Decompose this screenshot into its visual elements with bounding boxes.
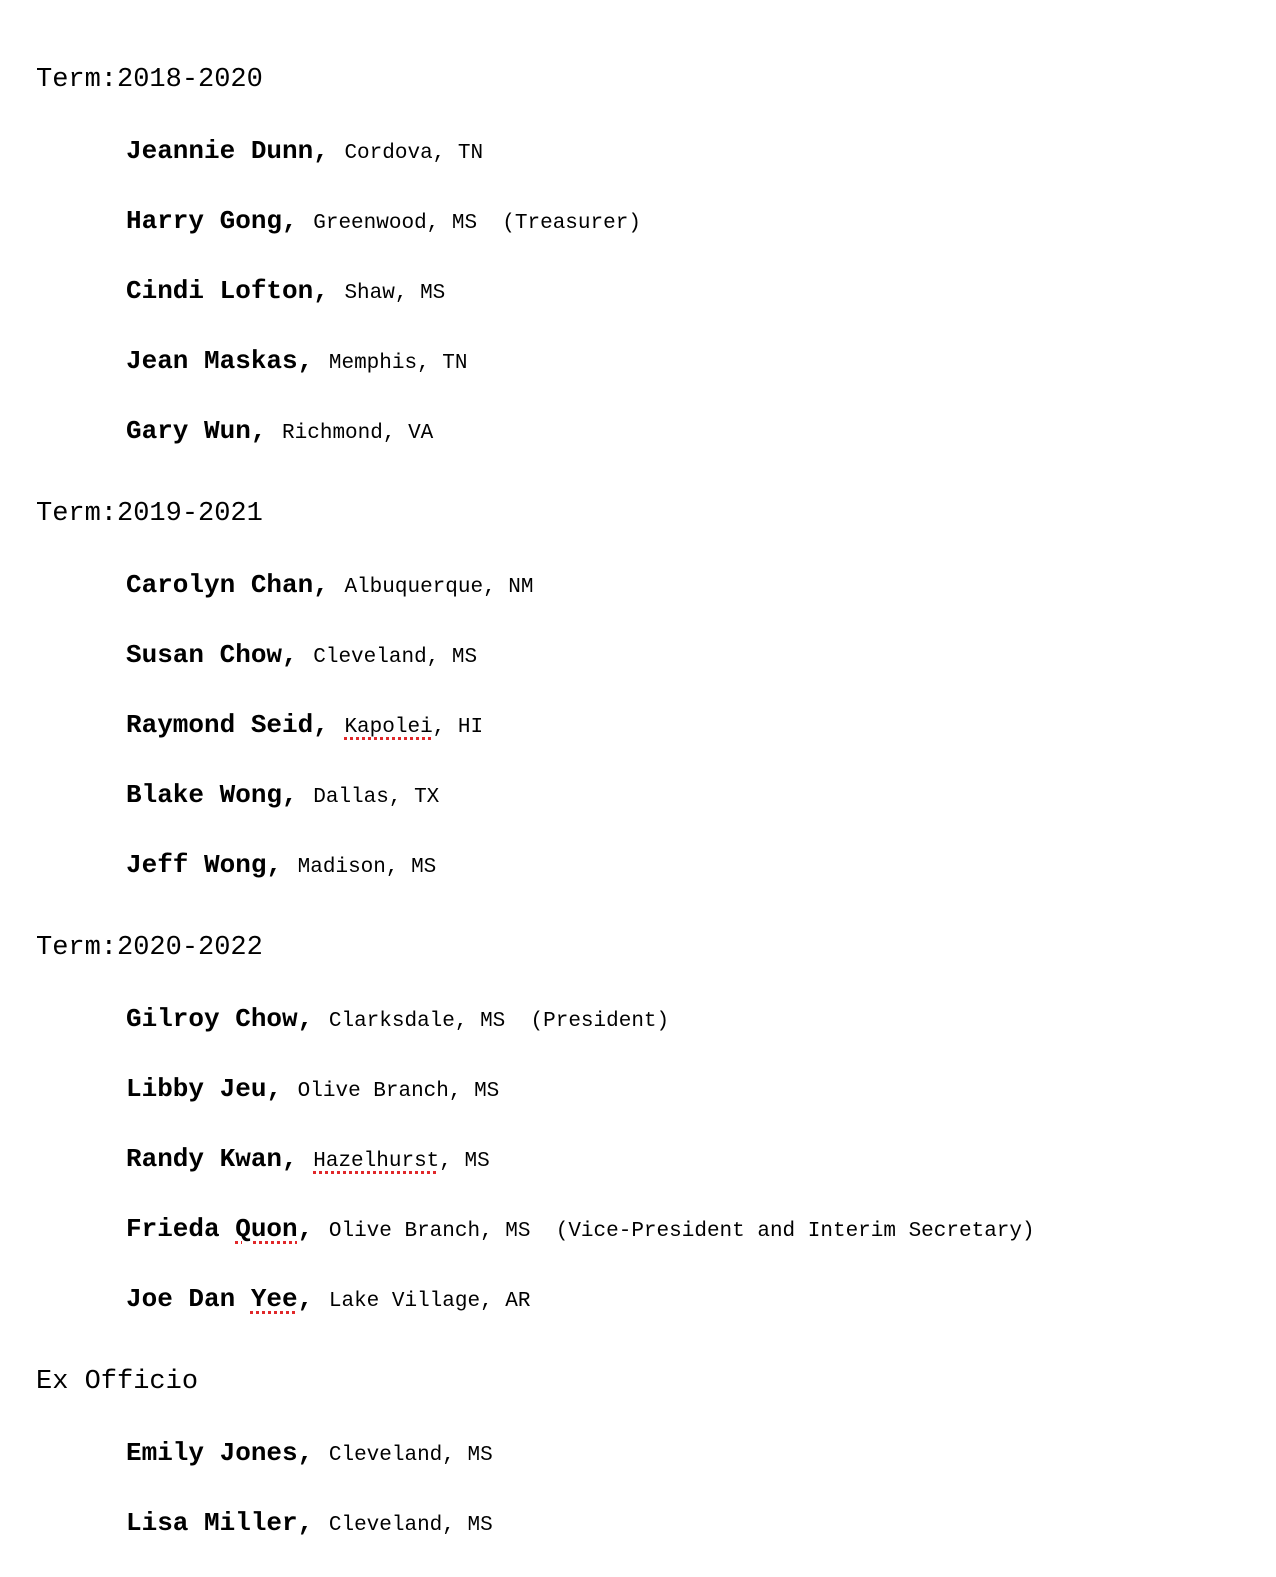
member-name: Carolyn Chan [126,570,314,600]
member-entry: Lisa Miller, Cleveland, MS [126,1508,493,1538]
member-name: Harry Gong [126,206,283,236]
member-location-city: Hazelhurst [313,1150,440,1173]
member-location: Cordova, TN [344,142,484,165]
term-heading: Term:2020-2022 [36,933,263,963]
member-location: Cleveland, MS [313,646,478,669]
member-name: Blake Wong [126,780,283,810]
member-location: Richmond, VA [282,422,434,445]
member-entry: Blake Wong, Dallas, TX [126,780,440,810]
member-name: Raymond Seid [126,710,314,740]
member-name: Jeannie Dunn [126,136,314,166]
member-role: (Treasurer) [502,212,641,235]
member-entry: Gary Wun, Richmond, VA [126,416,434,446]
member-location: Dallas, TX [313,786,440,809]
member-location: Cleveland, MS [328,1444,493,1467]
member-name: Gilroy Chow [126,1004,298,1034]
member-entry: Susan Chow, Cleveland, MS [126,640,478,670]
term-heading: Term:2018-2020 [36,65,263,95]
member-role: (President) [530,1010,670,1033]
member-name: Emily Jones [126,1438,298,1468]
member-entry: Randy Kwan, Hazelhurst, MS [126,1144,490,1174]
member-entry: Jean Maskas, Memphis, TN [126,346,468,376]
member-name-first: Joe Dan [126,1284,251,1314]
member-entry: Frieda Quon, Olive Branch, MS (Vice-President and Interim Secretary) [126,1214,1035,1244]
member-location: Memphis, TN [328,352,468,375]
term-section-2020-2022 [36,930,1256,1316]
term-section-2019-2021 [36,496,1256,882]
member-location: Olive Branch, MS [328,1220,531,1243]
member-name: Libby Jeu [126,1074,267,1104]
member-location-state: , MS [439,1150,490,1173]
member-location: Clarksdale, MS [328,1010,506,1033]
member-entry: Libby Jeu, Olive Branch, MS [126,1074,500,1104]
member-name-last: Quon [235,1214,298,1244]
member-name: Susan Chow [126,640,283,670]
member-entry: Raymond Seid, Kapolei, HI [126,710,484,740]
member-location-city: Kapolei [344,716,433,739]
member-location: Shaw, MS [344,282,446,305]
term-heading: Ex Officio [36,1367,199,1397]
member-location: Cleveland, MS [328,1514,493,1537]
member-entry: Joe Dan Yee, Lake Village, AR [126,1284,531,1314]
member-name: Cindi Lofton [126,276,314,306]
term-heading: Term:2019-2021 [36,499,263,529]
member-location: Greenwood, MS [313,212,478,235]
member-name: Randy Kwan [126,1144,283,1174]
member-entry: Carolyn Chan, Albuquerque, NM [126,570,534,600]
member-name: Jeff Wong [126,850,267,880]
member-location: Madison, MS [297,856,437,879]
member-entry: Emily Jones, Cleveland, MS [126,1438,493,1468]
member-name: Lisa Miller [126,1508,298,1538]
member-entry: Gilroy Chow, Clarksdale, MS (President) [126,1004,670,1034]
member-location-state: , HI [432,716,484,739]
document-body [36,62,1256,1540]
term-section-2018-2020 [36,62,1256,448]
member-name: Jean Maskas [126,346,298,376]
member-name-first: Frieda [126,1214,236,1244]
member-entry: Jeff Wong, Madison, MS [126,850,437,880]
member-location: Lake Village, AR [328,1290,531,1313]
member-location: Albuquerque, NM [344,576,534,599]
member-role: (Vice-President and Interim Secretary) [555,1220,1035,1243]
member-entry: Jeannie Dunn, Cordova, TN [126,136,484,166]
member-name-last: Yee [250,1284,298,1314]
member-entry: Harry Gong, Greenwood, MS (Treasurer) [126,206,641,236]
member-location: Olive Branch, MS [297,1080,500,1103]
member-name: Gary Wun [126,416,251,446]
ex-officio-section [36,1364,1256,1540]
member-entry: Cindi Lofton, Shaw, MS [126,276,446,306]
